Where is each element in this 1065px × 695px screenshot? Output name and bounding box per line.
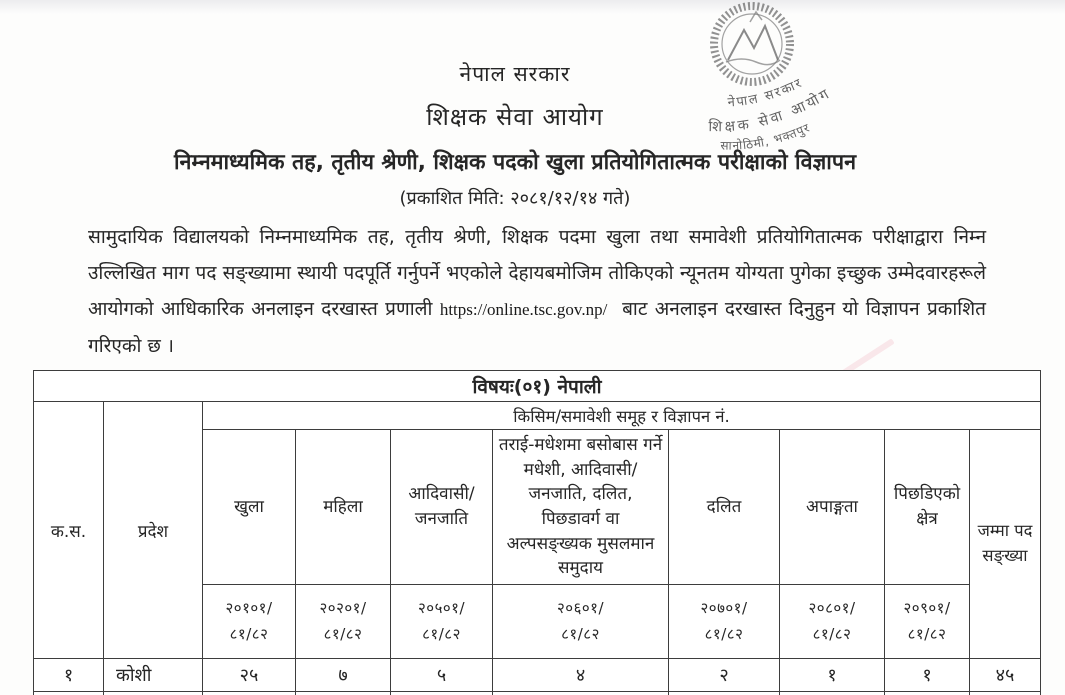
cell-dalit: २ — [669, 659, 780, 692]
col-header-disability: अपाङ्गता — [780, 430, 885, 585]
intro-text-before-url: सामुदायिक विद्यालयको निम्नमाध्यमिक तह, तृतीय श्रेणी, शिक्षक पदमा खुला तथा समावेशी प्रतियोगितात्मक परीक्षाद्वारा निम्न उल्लिखित माग पद सङ्ख्यामा स्थायी पदपूर्ति गर्नुपर्ने भएकोले देहायबमोजिम तोकिएको न्यूनतम योग्यता पुगेका इच्छुक उम्मेदवारहरूले आयोगको आधिकारिक अनलाइन दरखास्त प्रणाली — [88, 226, 986, 320]
adv-number-women: २०२०१/ ८१/८२ — [296, 585, 391, 659]
adv-number-dalit: २०७०१/ ८१/८२ — [669, 585, 780, 659]
cell-disability: १ — [780, 659, 885, 692]
scan-artifact — [0, 0, 1065, 14]
svg-text:शिक्षक सेवा आयोग: शिक्षक सेवा आयोग — [708, 85, 835, 136]
cell-total: ४५ — [970, 659, 1041, 692]
svg-text:नेपाल सरकार: नेपाल सरकार — [727, 75, 806, 111]
col-header-indigenous: आदिवासी/ जनजाति — [391, 430, 493, 585]
document-header — [0, 60, 1030, 210]
table-subject-row — [34, 371, 1041, 402]
col-header-open: खुला — [203, 430, 296, 585]
cell-backward-region: १ — [885, 659, 970, 692]
adv-number-madheshi: २०६०१/ ८१/८२ — [493, 585, 669, 659]
stamp-mountains-icon — [728, 26, 778, 60]
subject-title: विषयः(०१) नेपाली — [34, 371, 1041, 402]
government-name: नेपाल सरकार — [459, 62, 571, 86]
adv-number-backward-region: २०९०१/ ८१/८२ — [885, 585, 970, 659]
advertisement-title: निम्नमाध्यमिक तह, तृतीय श्रेणी, शिक्षक पदको खुला प्रतियोगितात्मक परीक्षाको विज्ञापन — [173, 150, 857, 175]
application-url-link[interactable]: https://online.tsc.gov.np/ — [439, 300, 608, 319]
cell-madheshi: ४ — [493, 659, 669, 692]
cell-serial: १ — [34, 659, 104, 692]
col-header-backward-region: पिछडिएको क्षेत्र — [885, 430, 970, 585]
adv-number-disability: २०८०१/ ८१/८२ — [780, 585, 885, 659]
vacancy-table — [33, 370, 1041, 695]
svg-text:सानोठिमी, भक्तपुर: सानोठिमी, भक्तपुर — [720, 120, 813, 153]
col-header-province: प्रदेश — [104, 402, 203, 659]
cell-women: ७ — [296, 659, 391, 692]
intro-text-after-url: बाट अनलाइन दरखास्त दिनुहुन यो विज्ञापन प्रकाशित गरिएको छ । — [88, 298, 986, 357]
cell-open: २५ — [203, 659, 296, 692]
adv-number-open: २०१०१/ ८१/८२ — [203, 585, 296, 659]
published-date: (प्रकाशित मिति: २०८१/१२/१४ गते) — [399, 188, 631, 209]
adv-number-indigenous: २०५०१/ ८१/८२ — [391, 585, 493, 659]
table-row-koshi — [34, 659, 1041, 692]
commission-name: शिक्षक सेवा आयोग — [426, 103, 604, 131]
col-header-dalit: दलित — [669, 430, 780, 585]
col-header-total: जम्मा पद सङ्ख्या — [970, 430, 1041, 659]
col-header-serial: क.स. — [34, 402, 104, 659]
col-header-madheshi: तराई-मधेशमा बसोबास गर्ने मधेशी, आदिवासी/जनजाति, दलित, पिछडावर्ग वा अल्पसङ्ख्यक मुसलमान समुदाय — [493, 430, 669, 585]
cell-province: कोशी — [104, 659, 203, 692]
col-header-group: किसिम/समावेशी समूह र विज्ञापन नं. — [203, 402, 1041, 430]
intro-paragraph — [88, 219, 986, 364]
col-header-women: महिला — [296, 430, 391, 585]
cell-indigenous: ५ — [391, 659, 493, 692]
table-group-header-row — [34, 402, 1041, 430]
table-next-row-partial — [34, 692, 1041, 695]
